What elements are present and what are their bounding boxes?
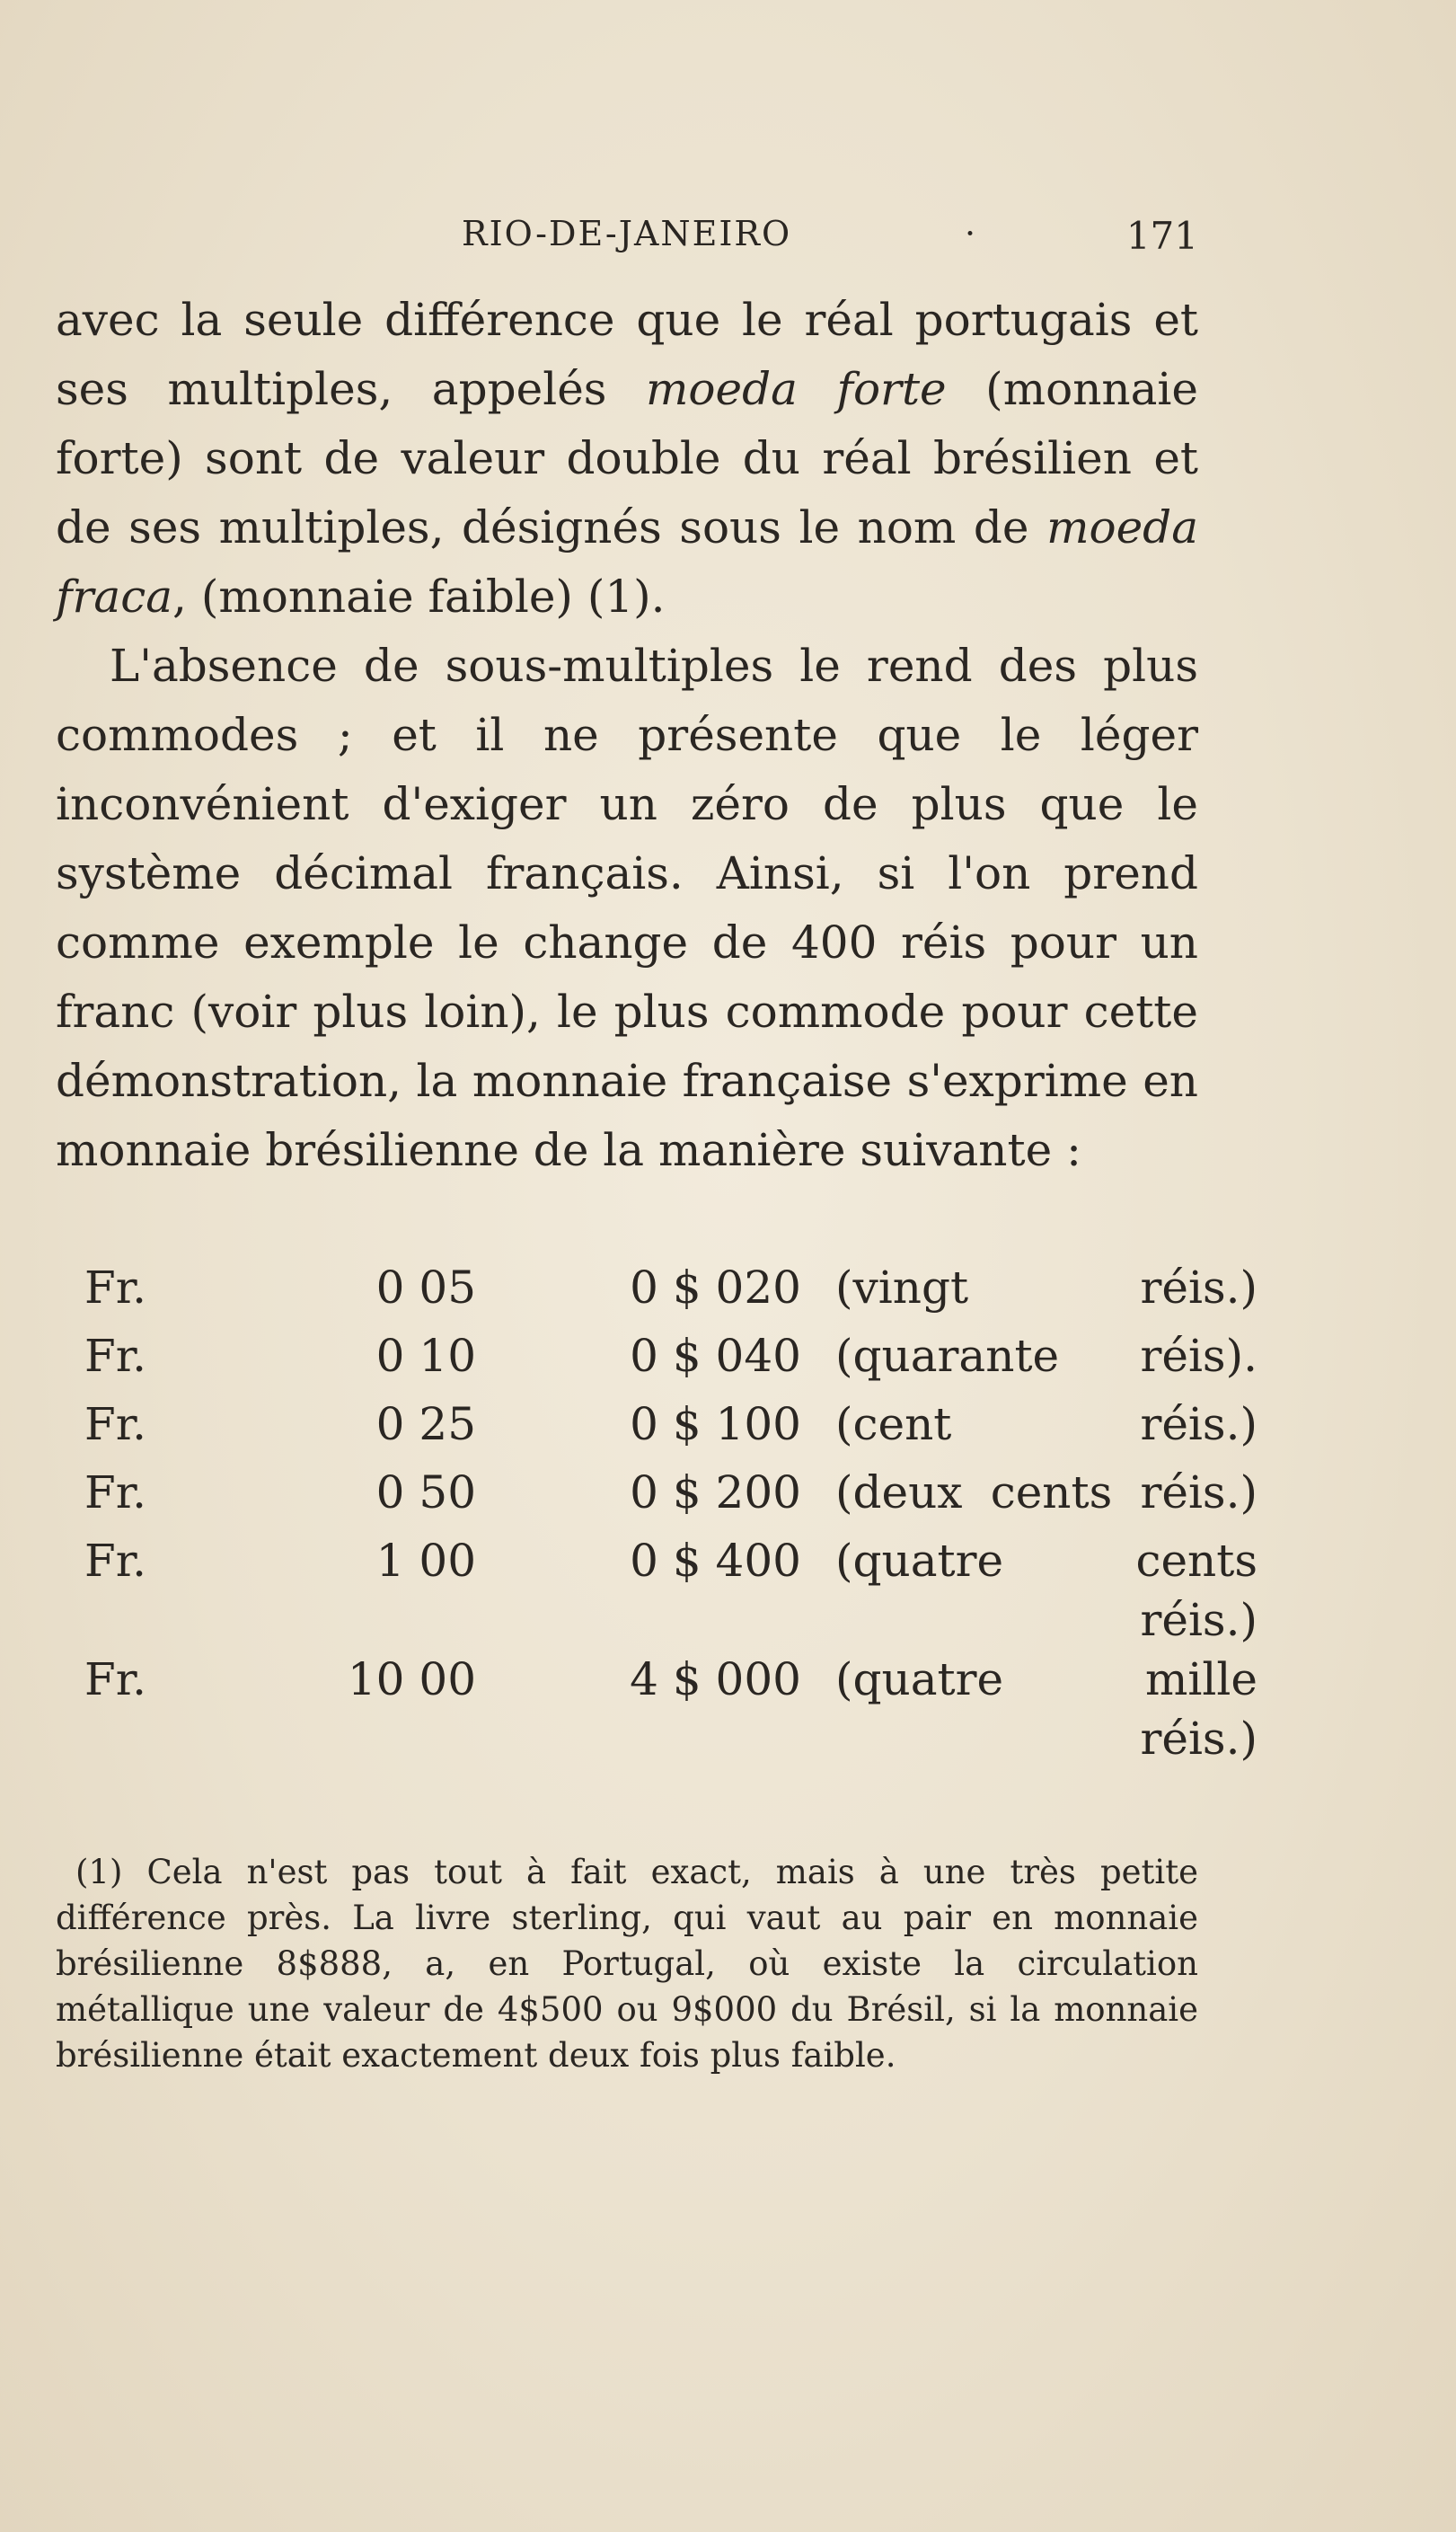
row-currency-label: Fr.	[84, 1330, 146, 1382]
row-description: (quatre cents	[835, 1535, 1257, 1587]
row-reis-value: 0 $ 100	[630, 1398, 801, 1450]
row-franc-value: 0 50	[375, 1466, 476, 1518]
table-row	[56, 1326, 1257, 1394]
row-currency-label: Fr.	[84, 1653, 146, 1705]
row-description: (quarante réis).	[835, 1330, 1257, 1382]
paragraph-1-part-b: (monnaie forte) sont de valeur double du réal brésilien et de ses multiples, désignés sous le nom de	[56, 363, 1199, 553]
row-currency-label: Fr.	[84, 1398, 146, 1450]
footnote	[56, 1849, 1198, 2078]
row-description: (deux cents réis.)	[835, 1466, 1257, 1518]
row-franc-value: 10 00	[347, 1653, 476, 1705]
row-currency-label: Fr.	[84, 1466, 146, 1518]
table-row	[56, 1650, 1257, 1768]
term-moeda-fraca: moeda fraca	[56, 501, 1198, 623]
row-currency-label: Fr.	[84, 1262, 146, 1314]
row-franc-value: 0 05	[375, 1262, 476, 1314]
paragraph-2: L'absence de sous-multiples le rend des plus commodes ; et il ne présente que le léger inconvénient d'exiger un zéro de plus que le système décimal français. Ainsi, si l'on prend comme exemple le change de 400 réis pour un franc (voir plus loin), le plus commode pour cette démonstration, la monnaie française s'exprime en monnaie brésilienne de la manière suivante :	[56, 640, 1198, 1176]
row-description-continued: réis.)	[1140, 1594, 1257, 1646]
row-description: (cent réis.)	[835, 1398, 1257, 1450]
term-moeda-forte: moeda forte	[646, 363, 947, 415]
row-franc-value: 0 10	[375, 1330, 476, 1382]
running-title: RIO-DE-JANEIRO	[462, 214, 792, 253]
row-reis-value: 0 $ 040	[630, 1330, 801, 1382]
table-row	[56, 1463, 1257, 1531]
paragraph-1	[56, 286, 1198, 632]
paragraph-1-part-c: , (monnaie faible) (1).	[172, 571, 666, 623]
body-text	[56, 286, 1198, 1185]
row-currency-label: Fr.	[84, 1535, 146, 1587]
paragraph-1-part-a: avec la seule différence que le réal portugais et ses multiples, appelés	[56, 294, 1198, 415]
row-reis-value: 4 $ 000	[630, 1653, 801, 1705]
footnote-text: (1) Cela n'est pas tout à fait exact, mais à une très petite différence près. La livre sterling, qui vaut au pair en monnaie brésilienne 8$888, a, en Portugal, où existe la circulation métallique une valeur de 4$500 ou 9$000 du Brésil, si la monnaie brésilienne était exactement deux fois plus faible.	[56, 1853, 1198, 2075]
row-description: (vingt réis.)	[835, 1262, 1257, 1314]
row-franc-value: 0 25	[375, 1398, 476, 1450]
table-row	[56, 1258, 1257, 1326]
row-reis-value: 0 $ 200	[630, 1466, 801, 1518]
running-separator: ·	[965, 214, 976, 253]
row-franc-value: 1 00	[375, 1535, 476, 1587]
row-reis-value: 0 $ 400	[630, 1535, 801, 1587]
page-number: 171	[1125, 214, 1198, 258]
row-description: (quatre mille	[835, 1653, 1257, 1705]
table-row	[56, 1394, 1257, 1463]
row-reis-value: 0 $ 020	[630, 1262, 801, 1314]
table-row	[56, 1531, 1257, 1650]
conversion-table	[56, 1258, 1257, 1768]
running-head	[56, 214, 1198, 268]
row-description-continued: réis.)	[1140, 1713, 1257, 1765]
